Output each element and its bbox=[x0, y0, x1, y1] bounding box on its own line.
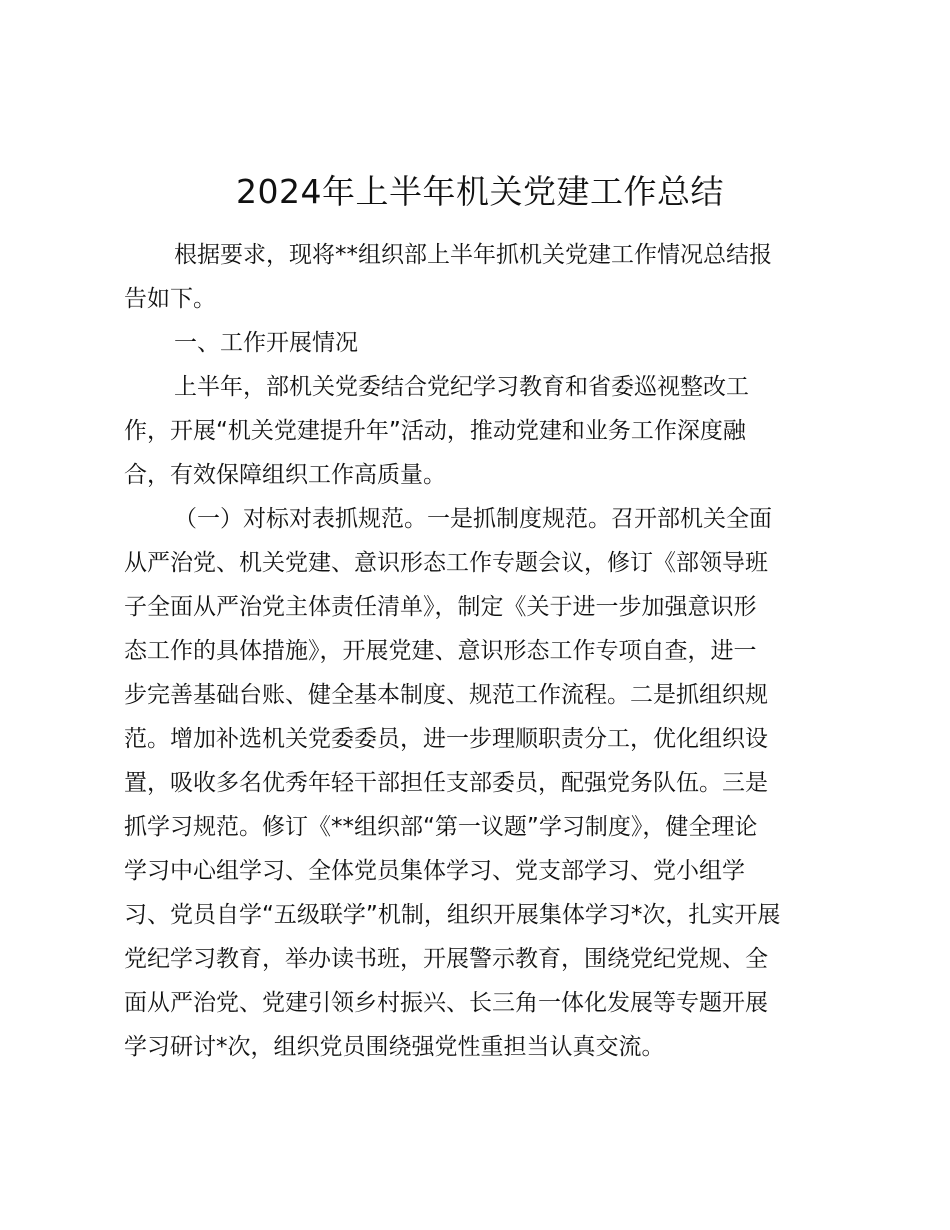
text-line: 子全面从严治党主体责任清单》，制定《关于进一步加强意识形 bbox=[124, 594, 757, 620]
text-line: 学习中心组学习、全体党员集体学习、党支部学习、党小组学 bbox=[124, 858, 745, 884]
text-line: 习、党员自学“五级联学”机制，组织开展集体学习*次，扎实开展 bbox=[124, 902, 781, 928]
document-body bbox=[124, 233, 836, 1069]
text-line: 学习研讨*次，组织党员围绕强党性重担当认真交流。 bbox=[124, 1034, 665, 1060]
text-line: 上半年，部机关党委结合党纪学习教育和省委巡视整改工 bbox=[174, 374, 749, 400]
text-line: 告如下。 bbox=[124, 286, 216, 312]
text-line: 置，吸收多名优秀年轻干部担任支部委员，配强党务队伍。三是 bbox=[124, 770, 768, 796]
paragraph-intro bbox=[124, 233, 836, 321]
text-line: 作，开展“机关党建提升年”活动，推动党建和业务工作深度融 bbox=[124, 418, 746, 444]
paragraph-overview bbox=[124, 365, 836, 497]
text-line: 从严治党、机关党建、意识形态工作专题会议，修订《部领导班 bbox=[124, 550, 768, 576]
document-title: 2024年上半年机关党建工作总结 bbox=[236, 172, 724, 211]
text-line: 范。增加补选机关党委委员，进一步理顺职责分工，优化组织设 bbox=[124, 726, 768, 752]
text-line: 一、工作开展情况 bbox=[174, 330, 358, 356]
text-line: 步完善基础台账、健全基本制度、规范工作流程。二是抓组织规 bbox=[124, 682, 768, 708]
paragraph-standards bbox=[124, 497, 836, 1069]
section-heading bbox=[124, 321, 836, 365]
text-line: 根据要求，现将**组织部上半年抓机关党建工作情况总结报 bbox=[174, 242, 772, 268]
text-line: 合，有效保障组织工作高质量。 bbox=[124, 462, 446, 488]
text-line: 抓学习规范。修订《**组织部“第一议题”学习制度》，健全理论 bbox=[124, 814, 758, 840]
text-line: 态工作的具体措施》，开展党建、意识形态工作专项自查，进一 bbox=[124, 638, 757, 664]
text-line: （一）对标对表抓规范。一是抓制度规范。召开部机关全面 bbox=[174, 506, 772, 532]
text-line: 党纪学习教育，举办读书班，开展警示教育，围绕党纪党规、全 bbox=[124, 946, 768, 972]
text-line: 面从严治党、党建引领乡村振兴、长三角一体化发展等专题开展 bbox=[124, 990, 768, 1016]
